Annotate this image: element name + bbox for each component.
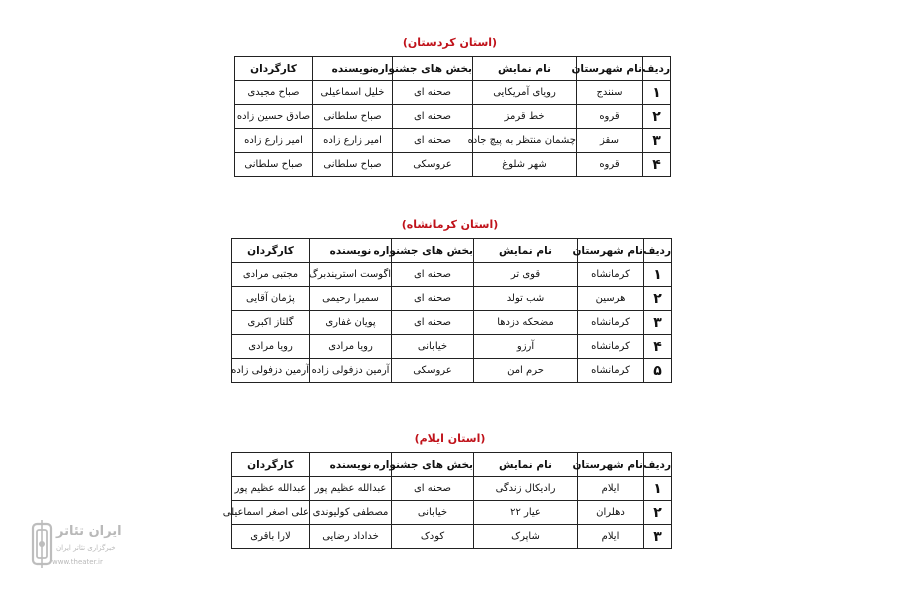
row-director: گلناز اکبری — [232, 311, 310, 335]
row-city: دهلران — [578, 501, 644, 525]
row-festival-section: خیابانی — [392, 335, 474, 359]
table-kermanshah — [231, 238, 672, 383]
row-director: صادق حسین زاده — [235, 105, 313, 129]
row-director: پژمان آقایی — [232, 287, 310, 311]
row-index: ۱ — [643, 81, 671, 105]
theater-logo — [30, 518, 120, 580]
row-festival-section: صحنه ای — [393, 105, 473, 129]
row-festival-section: کودک — [392, 525, 474, 549]
section-title-ilam: (استان ایلام) — [414, 432, 486, 445]
row-city: سقز — [577, 129, 643, 153]
row-index: ۳ — [643, 129, 671, 153]
header-city: نام شهرستان — [578, 453, 644, 477]
row-writer: خلیل اسماعیلی — [313, 81, 393, 105]
header-director: کارگردان — [232, 239, 310, 263]
row-show-name: حرم امن — [474, 359, 578, 383]
row-city: سنندج — [577, 81, 643, 105]
table-kurdistan — [234, 56, 671, 177]
row-index: ۳ — [644, 525, 672, 549]
table-header-row — [235, 57, 671, 81]
table-row — [235, 153, 671, 177]
row-director: آرمین دزفولی زاده — [232, 359, 310, 383]
table-row — [235, 129, 671, 153]
row-writer: آرمین دزفولی زاده — [310, 359, 392, 383]
header-index: ردیف — [644, 453, 672, 477]
header-festival-section: بخش های جشنواره — [393, 57, 473, 81]
header-show-name: نام نمایش — [474, 453, 578, 477]
header-show-name: نام نمایش — [474, 239, 578, 263]
row-show-name: رویای آمریکایی — [473, 81, 577, 105]
row-show-name: مضحکه دزدها — [474, 311, 578, 335]
row-director: صباح سلطانی — [235, 153, 313, 177]
header-writer: نویسنده — [310, 453, 392, 477]
table-row — [232, 359, 672, 383]
table-row — [232, 311, 672, 335]
table-row — [232, 263, 672, 287]
row-director: لارا باقری — [232, 525, 310, 549]
row-writer: امیر زارع زاده — [313, 129, 393, 153]
row-writer: خداداد رضایی — [310, 525, 392, 549]
header-index: ردیف — [644, 239, 672, 263]
row-index: ۲ — [644, 287, 672, 311]
row-show-name: چشمان منتظر به پیچ جاده — [473, 129, 577, 153]
row-city: ایلام — [578, 525, 644, 549]
row-show-name: رادیکال زندگی — [474, 477, 578, 501]
row-festival-section: صحنه ای — [392, 263, 474, 287]
row-festival-section: صحنه ای — [392, 477, 474, 501]
row-director: عبدالله عظیم پور — [232, 477, 310, 501]
row-director: علی اصغر اسماعیلی — [232, 501, 310, 525]
row-writer: عبدالله عظیم پور — [310, 477, 392, 501]
row-show-name: شاپرک — [474, 525, 578, 549]
row-writer: سمیرا رحیمی — [310, 287, 392, 311]
table-ilam — [222, 452, 672, 549]
table-header-row — [232, 239, 672, 263]
header-director: کارگردان — [232, 453, 310, 477]
row-index: ۴ — [644, 335, 672, 359]
row-writer: صباح سلطانی — [313, 105, 393, 129]
row-festival-section: عروسکی — [393, 153, 473, 177]
row-index: ۵ — [644, 359, 672, 383]
row-city: قروه — [577, 153, 643, 177]
row-show-name: خط قرمز — [473, 105, 577, 129]
row-show-name: شب تولد — [474, 287, 578, 311]
table-row — [232, 501, 672, 525]
row-writer: پویان غفاری — [310, 311, 392, 335]
logo-name: ایران تئاتر — [56, 524, 122, 539]
section-title-kurdistan: (استان کردستان) — [402, 36, 498, 49]
table-row — [232, 525, 672, 549]
row-festival-section: صحنه ای — [393, 129, 473, 153]
row-index: ۴ — [643, 153, 671, 177]
section-title-kermanshah: (استان کرمانشاه) — [401, 218, 499, 231]
header-show-name: نام نمایش — [473, 57, 577, 81]
row-festival-section: صحنه ای — [392, 311, 474, 335]
table-row — [232, 335, 672, 359]
row-city: ایلام — [578, 477, 644, 501]
table-row — [235, 81, 671, 105]
row-index: ۱ — [644, 477, 672, 501]
row-director: مجتبی مرادی — [232, 263, 310, 287]
row-festival-section: عروسکی — [392, 359, 474, 383]
header-director: کارگردان — [235, 57, 313, 81]
row-show-name: قوی تر — [474, 263, 578, 287]
row-writer: صباح سلطانی — [313, 153, 393, 177]
header-writer: نویسنده — [310, 239, 392, 263]
header-festival-section: بخش های جشنواره — [392, 453, 474, 477]
header-writer: نویسنده — [313, 57, 393, 81]
row-festival-section: صحنه ای — [393, 81, 473, 105]
table-row — [232, 287, 672, 311]
row-index: ۲ — [643, 105, 671, 129]
row-writer: مصطفی کولیوندی — [310, 501, 392, 525]
table-row — [232, 477, 672, 501]
row-show-name: آرزو — [474, 335, 578, 359]
row-city: قروه — [577, 105, 643, 129]
table-row — [235, 105, 671, 129]
row-index: ۲ — [644, 501, 672, 525]
row-city: کرمانشاه — [578, 263, 644, 287]
table-header-row — [232, 453, 672, 477]
row-show-name: شهر شلوغ — [473, 153, 577, 177]
logo-tagline: خبرگزاری تئاتر ایران — [56, 544, 116, 552]
row-writer: رویا مرادی — [310, 335, 392, 359]
header-index: ردیف — [643, 57, 671, 81]
row-director: رویا مرادی — [232, 335, 310, 359]
row-festival-section: خیابانی — [392, 501, 474, 525]
logo-url: www.theater.ir — [52, 558, 103, 566]
row-index: ۱ — [644, 263, 672, 287]
row-festival-section: صحنه ای — [392, 287, 474, 311]
row-show-name: عیار ۲۲ — [474, 501, 578, 525]
row-city: کرمانشاه — [578, 311, 644, 335]
header-festival-section: بخش های جشنواره — [392, 239, 474, 263]
header-city: نام شهرستان — [577, 57, 643, 81]
row-city: کرمانشاه — [578, 335, 644, 359]
row-city: کرمانشاه — [578, 359, 644, 383]
header-city: نام شهرستان — [578, 239, 644, 263]
row-city: هرسین — [578, 287, 644, 311]
row-index: ۳ — [644, 311, 672, 335]
row-director: صباح مجیدی — [235, 81, 313, 105]
row-director: امیر زارع زاده — [235, 129, 313, 153]
row-writer: اگوست استریندبرگ — [310, 263, 392, 287]
